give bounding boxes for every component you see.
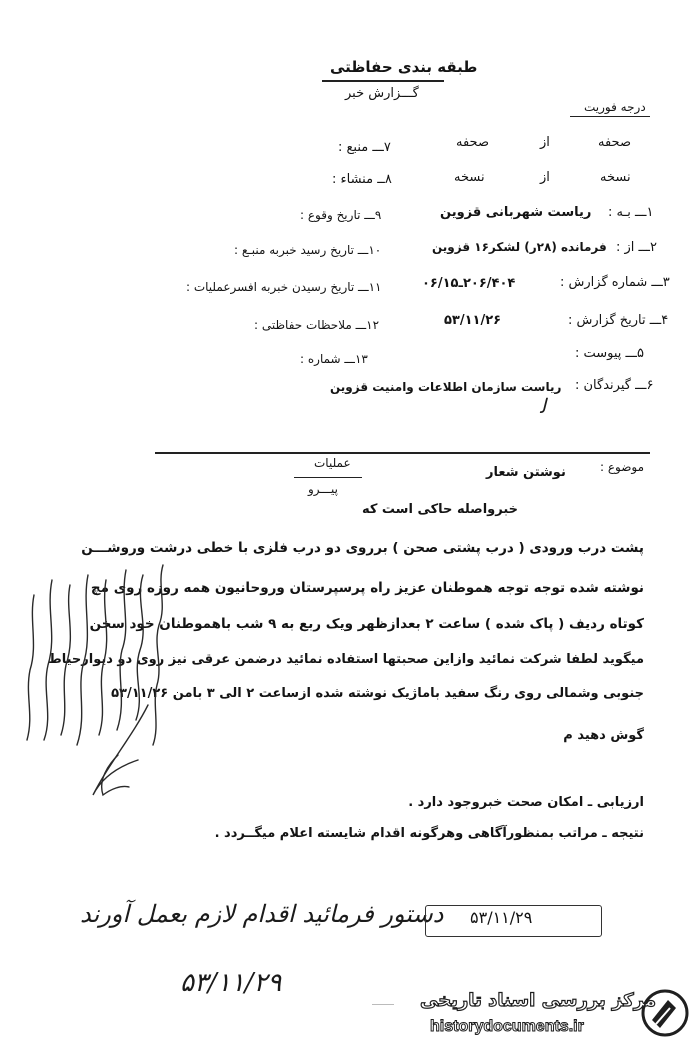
copy-label-2: نسخه [454,170,485,185]
report-no-value: ۲۰۶/۴۰۴ـ۰۶/۱۵ [422,276,516,291]
subject-value: نوشتن شعار [486,465,566,480]
copy-from: از [540,170,550,185]
watermark-title: مرکز بررسی اسناد تاریخی [420,990,657,1011]
watermark-url: historydocuments.ir [430,1018,584,1035]
origin-label: ۸ــ منشاء : [332,172,392,187]
handwritten-instruction: دستور فرمائید اقدام لازم بعمل آورند [80,900,444,928]
recipients-value: ریاست سازمان اطلاعات وامنیت قزوین [330,380,562,394]
page-label: صحفه [598,135,631,150]
to-label: ۱ـــ بـه : [608,205,654,220]
from-value: فرمانده (۲۸ر) لشکر۱۶ قزوین [432,240,607,254]
routing-underline [294,477,362,478]
section-divider [155,452,650,454]
body-line-5: میگوید لطفا شرکت نمائید وازاین صحبتها استفاده نمائید درضمن عرقی نیز روی دو دیوارحیاط [48,652,644,667]
classification-title: طبقه بندی حفاظتی [330,58,478,76]
copy-label: نسخه [600,170,631,185]
report-type: گـــزارش خبر [345,86,419,101]
subject-label: موضوع : [600,460,645,474]
source-label: ۷ـــ منبع : [338,140,391,155]
classification-underline [322,80,444,82]
body-line-4: کوتاه ردیف ( پاک شده ) ساعت ۲ بعدازظهر ویک ربع به ۹ شب باهموطنان خود سخن [89,616,644,632]
report-no-label: ۳ـــ شماره گزارش : [560,275,670,290]
priority-underline [570,116,650,117]
recipients-label: ۶ـــ گیرندگان : [575,378,654,393]
priority-label: درجه فوریت [584,100,646,114]
body-line-2: پشت درب ورودی ( درب پشتی صحن ) برروی دو درب فلزی با خطی درشت وروشـــن [81,540,644,556]
officer-receipt-label: ۱۱ـــ تاریخ رسیدن خبربه افسرعملیات : [186,280,382,294]
faint-mark [372,990,394,1005]
body-line-1: خبرواصله حاکی است که [361,502,518,517]
recipients-initial-mark: ﻟ [540,394,547,418]
margin-handwriting [8,555,178,825]
report-date-value: ۵۳/۱۱/۲۶ [444,313,502,328]
security-notes-label: ۱۲ـــ ملاحظات حفاظتی : [254,318,380,332]
report-date-label: ۴ـــ تاریخ گزارش : [568,313,669,328]
assessment: ارزیابی ـ امکان صحت خبروجود دارد . [408,795,644,810]
body-line-3: نوشته شده توجه توجه هموطنان عزیز راه پرسپرستان وروحانیون همه روزه روی مچ [90,580,644,596]
from-label: ۲ـــ از : [616,240,657,255]
to-value: ریاست شهربانی قزوین [440,205,592,220]
number-label: ۱۳ـــ شماره : [300,352,368,366]
handwritten-date: ۵۳/۱۱/۲۹ [180,968,282,998]
source-receipt-label: ۱۰ـــ تاریخ رسید خبربه منبـع : [234,243,382,257]
page-label-2: صحفه [456,135,489,150]
body-line-6: جنوبی وشمالی روی رنگ سفید باماژیک نوشته شده ازساعت ۲ الی ۳ بامن ۵۳/۱۱/۲۶ [111,686,644,701]
routing-line-1: عملیات [314,456,351,470]
page-from: از [540,135,550,150]
routing-line-2: پیـــرو [308,482,338,496]
attachment-label: ۵ـــ پیوست : [575,346,644,361]
occurrence-date-label: ۹ـــ تاریخ وقوع : [300,208,382,222]
body-line-7: گوش دهید م [563,728,644,743]
stamp-date: ۵۳/۱۱/۲۹ [470,908,533,927]
action-statement: نتیجه ـ مراتب بمنظورآگاهی وهرگونه اقدام شایسته اعلام میگــردد . [214,826,644,841]
